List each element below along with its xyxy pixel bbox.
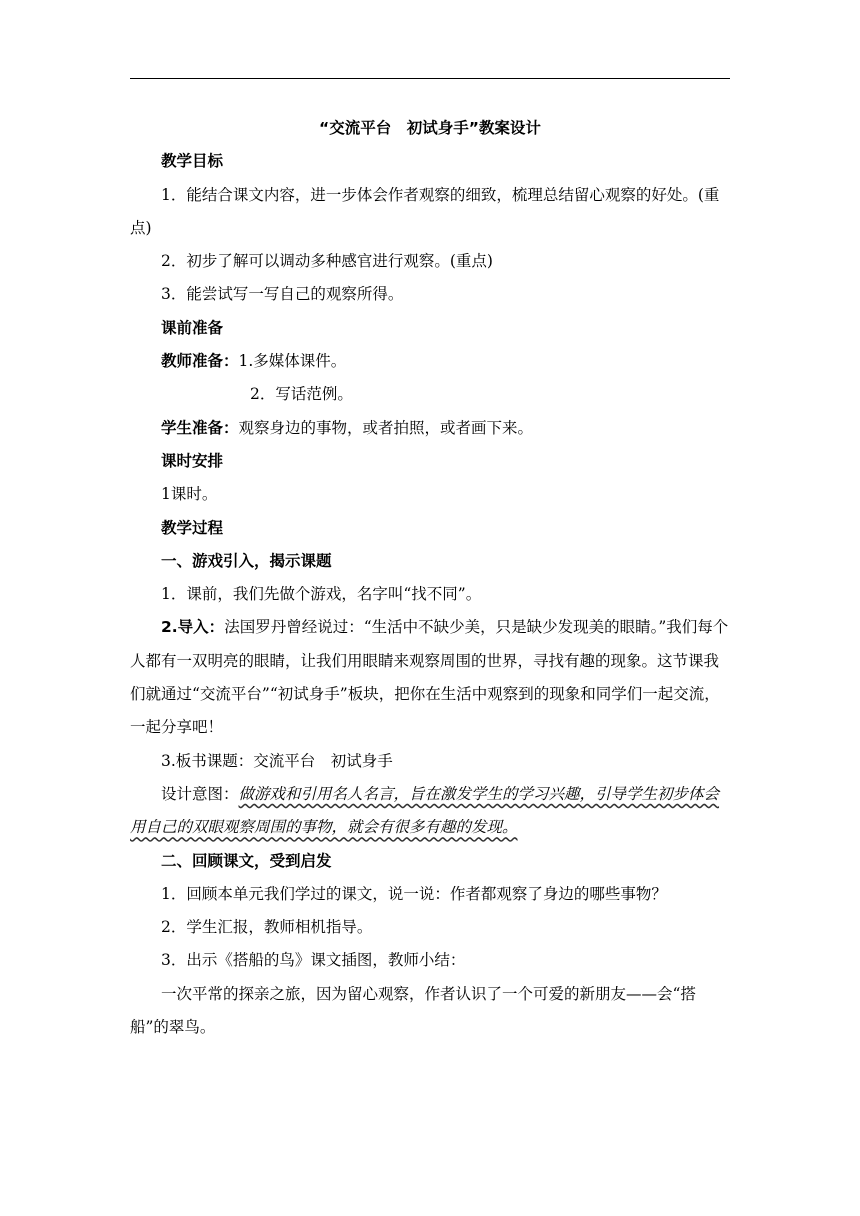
schedule-text: 1课时。 xyxy=(161,485,218,504)
teacher-prep-item-2: 2．写话范例。 xyxy=(250,385,353,404)
goal-item-1: 1．能结合课文内容，进一步体会作者观察的细致，梳理总结留心观察的好处。(重点) xyxy=(130,185,720,237)
design-intent xyxy=(130,778,730,845)
document-page xyxy=(130,112,730,1044)
student-prep-text: 观察身边的事物，或者拍照，或者画下来。 xyxy=(238,418,534,437)
part1-item-2 xyxy=(130,611,730,744)
student-prep-label: 学生准备： xyxy=(161,418,239,437)
goal-item-2: 2．初步了解可以调动多种感官进行观察。(重点) xyxy=(161,252,493,271)
part1-heading: 一、游戏引入，揭示课题 xyxy=(161,551,332,570)
part1-item-3: 3.板书课题：交流平台 初试身手 xyxy=(161,751,393,770)
teacher-prep-item-1: 1.多媒体课件。 xyxy=(238,352,347,371)
part2-item-2: 2．学生汇报，教师相机指导。 xyxy=(161,918,373,937)
teacher-prep-label: 教师准备： xyxy=(161,352,239,371)
part2-summary: 一次平常的探亲之旅，因为留心观察，作者认识了一个可爱的新朋友——会“搭船”的翠鸟。 xyxy=(130,984,696,1037)
goal-item-3: 3．能尝试写一写自己的观察所得。 xyxy=(161,285,404,304)
teacher-prep xyxy=(130,345,730,378)
schedule-heading: 课时安排 xyxy=(161,451,224,470)
part1-item-2-label: 2.导入： xyxy=(161,618,225,637)
design-intent-text: 做游戏和引用名人名言，旨在激发学生的学习兴趣，引导学生初步体会用自己的双眼观察周围的事物，就会有很多有趣的发现。 xyxy=(130,784,720,837)
part2-item-1: 1．回顾本单元我们学过的课文，说一说：作者都观察了身边的哪些事物？ xyxy=(161,884,667,903)
part2-item-3: 3．出示《搭船的鸟》课文插图，教师小结： xyxy=(161,951,466,970)
prep-heading: 课前准备 xyxy=(161,318,224,337)
part2-heading: 二、回顾课文，受到启发 xyxy=(161,851,332,870)
part1-item-1: 1．课前，我们先做个游戏，名字叫“找不同”。 xyxy=(161,585,482,604)
design-intent-label: 设计意图： xyxy=(161,784,239,803)
document-title: “交流平台 初试身手”教案设计 xyxy=(319,119,541,137)
process-heading: 教学过程 xyxy=(161,518,224,537)
goals-heading: 教学目标 xyxy=(161,152,224,171)
header-rule xyxy=(130,78,730,79)
part1-item-2-text: 法国罗丹曾经说过：“生活中不缺少美，只是缺少发现美的眼睛。”我们每个人都有一双明亮的眼睛，让我们用眼睛来观察周围的世界，寻找有趣的现象。这节课我们就通过“交流平台”“初试身手”板块，把你在生活中观察到的现象和同学们一起交流，一起分享吧！ xyxy=(130,618,729,737)
student-prep xyxy=(130,412,730,445)
